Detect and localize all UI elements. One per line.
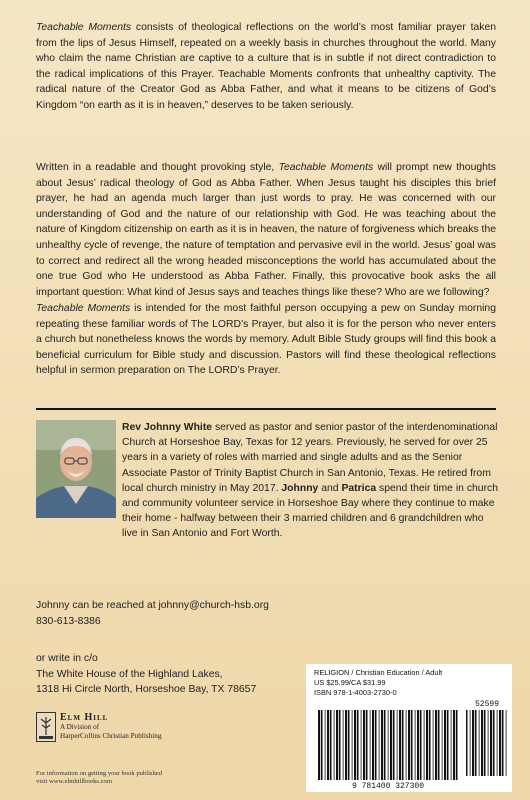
description-paragraph-3 bbox=[36, 301, 496, 379]
barcode-bar bbox=[408, 710, 410, 780]
barcode-bar bbox=[393, 710, 395, 780]
address-line-2: 1318 Hi Circle North, Horseshoe Bay, TX 78657 bbox=[36, 684, 257, 696]
barcode-bar bbox=[493, 710, 495, 776]
barcode-bar bbox=[318, 710, 320, 780]
barcode-bar bbox=[451, 710, 452, 780]
barcode-bar bbox=[372, 710, 374, 780]
barcode-bar bbox=[402, 710, 404, 780]
barcode-bar bbox=[363, 710, 365, 780]
author-name: Rev Johnny White bbox=[122, 422, 213, 433]
barcode-bar bbox=[424, 710, 425, 780]
publisher-info: For information on getting your book published visit www.elmhillbooks.com bbox=[36, 770, 163, 786]
barcode-bar bbox=[388, 710, 389, 780]
phone-number: 830-613-8386 bbox=[36, 615, 101, 627]
barcode-bar bbox=[345, 710, 347, 780]
barcode-bar bbox=[426, 710, 428, 780]
publisher-parent: HarperCollins Christian Publishing bbox=[60, 732, 162, 740]
barcode-bar bbox=[321, 710, 323, 780]
barcode-bar bbox=[348, 710, 350, 780]
paragraph-text: will prompt new thoughts about Jesus’ radical theology of God as Abba Father. When Jesus taught his disciples this brief prayer, he had an agenda much larger than just words to pray. He was concerned with our understanding of God and the nature of our relationship with God. He was teaching about the nature of Kingdom citizenship on earth as it is in heaven, the nature of forgiveness which breaks the unhealthy cycle of revenge, the nature of temptation and pervasive evil in the world. Jesus’ goal was to correct and redirect all the wrong headed misconceptions the world has accumulated about the one true God who He understood as Abba Father. Finally, this provocative book asks the all important question: What kind of Jesus says and teaches things like these? Who are we following? bbox=[36, 162, 497, 298]
barcode-bar bbox=[435, 710, 437, 780]
barcode-bar bbox=[472, 710, 474, 776]
barcode-bar bbox=[327, 710, 329, 780]
paragraph-text: is intended for the most faithful person occupying a pew on Sunday morning repeating these familiar words of The LORD’s Prayer, but also it is for the person who never enters a church but nonetheless knows the words by memory. Adult Bible Study groups will find this book a beneficial curriculum for Bible study and discussion. Pastors will find these theological reflections helpful in sermon preparation on The LORD’s Prayer. bbox=[36, 303, 496, 377]
description-paragraph-1 bbox=[36, 20, 496, 114]
barcode-bar bbox=[438, 710, 440, 780]
barcode-bar bbox=[399, 710, 401, 780]
publisher-logo bbox=[60, 712, 161, 741]
barcode-bar bbox=[502, 710, 504, 776]
barcode-bar bbox=[406, 710, 407, 780]
barcode-bar bbox=[411, 710, 413, 780]
barcode-bar bbox=[499, 710, 501, 776]
barcode-bar bbox=[433, 710, 434, 780]
barcode-bar bbox=[420, 710, 422, 780]
contact-info bbox=[36, 598, 269, 629]
paragraph-lead: Written in a readable and thought provoking style, bbox=[36, 162, 279, 173]
isbn-text: ISBN 978-1-4003-2730-0 bbox=[314, 688, 397, 697]
barcode-bar bbox=[352, 710, 353, 780]
barcode-bar bbox=[490, 710, 492, 776]
publisher-logo-icon bbox=[36, 712, 56, 742]
barcode-bar bbox=[379, 710, 380, 780]
barcode-bar bbox=[375, 710, 377, 780]
barcode-bar bbox=[330, 710, 332, 780]
section-divider bbox=[36, 408, 496, 410]
book-title: Teachable Moments bbox=[36, 22, 132, 33]
publisher-division: A Division of bbox=[60, 723, 100, 731]
barcode-bar bbox=[384, 710, 386, 780]
barcode-panel bbox=[306, 664, 512, 792]
barcode-bar bbox=[447, 710, 449, 780]
barcode-bar bbox=[417, 710, 419, 780]
author-bio: Rev Johnny White served as pastor and senior pastor of the interdenominational Church at Horseshoe Bay, Texas for 12 years. Previously, he served for over 25 years in a variety of roles with married and single adults and as the Senior Associate Pastor of Trinity Baptist Church in San Antonio, Texas. He retired from local church ministry in May 2017. Johnny and Patrica spend their time in church and community volunteer service in Horseshoe Bay where they continue to make their home - halfway between their 3 married children and 6 grandchildren who live in San Antonio and Fort Worth. bbox=[122, 422, 499, 540]
barcode-bar bbox=[390, 710, 392, 780]
barcode-bar bbox=[488, 710, 489, 776]
barcode-bar bbox=[343, 710, 344, 780]
write-line: or write in c/o bbox=[36, 653, 98, 664]
book-title: Teachable Moments bbox=[278, 162, 374, 173]
barcode-bar bbox=[381, 710, 383, 780]
barcode-bar bbox=[506, 710, 507, 776]
barcode-bar bbox=[481, 710, 483, 776]
barcode-bar bbox=[470, 710, 471, 776]
barcode-bar bbox=[397, 710, 398, 780]
barcode-bar bbox=[429, 710, 431, 780]
barcode-bar bbox=[334, 710, 335, 780]
book-category: RELIGION / Christian Education / Adult bbox=[314, 668, 443, 677]
barcode-bar bbox=[325, 710, 326, 780]
barcode-bar bbox=[444, 710, 446, 780]
description-paragraph-2 bbox=[36, 160, 496, 300]
publisher-name: Elm Hill bbox=[60, 712, 109, 723]
mailing-address bbox=[36, 651, 256, 698]
isbn-barcode bbox=[306, 664, 512, 792]
barcode-bar bbox=[475, 710, 477, 776]
barcode-bar bbox=[442, 710, 443, 780]
author-photo bbox=[36, 420, 116, 518]
barcode-bar bbox=[415, 710, 416, 780]
barcode-bar bbox=[361, 710, 362, 780]
barcode-bar bbox=[466, 710, 468, 776]
barcode-bar bbox=[484, 710, 486, 776]
barcode-bar bbox=[497, 710, 498, 776]
barcode-bar bbox=[336, 710, 338, 780]
book-title: Teachable Moments bbox=[36, 303, 131, 314]
barcode-bar bbox=[456, 710, 458, 780]
price-code-digits: 52599 bbox=[474, 700, 500, 709]
barcode-bar bbox=[453, 710, 455, 780]
barcode-bar bbox=[370, 710, 371, 780]
barcode-bar bbox=[354, 710, 356, 780]
barcode-bar bbox=[479, 710, 480, 776]
address-line-1: The White House of the Highland Lakes, bbox=[36, 668, 223, 680]
barcode-digits: 9 781400 327300 bbox=[351, 782, 425, 791]
barcode-bar bbox=[366, 710, 368, 780]
paragraph-text: consists of theological reflections on the world’s most familiar prayer taken from the lips of Jesus Himself, repeated on a weekly basis in churches throughout the world. Many who claim the name Christian are captive to a culture that is in subtle if not direct contradiction to the radical implications of this Prayer. Teachable Moments confronts that unhealthy captivity. The radical nature of the Creator God as Abba Father, and what it means to be citizens of God’s Kingdom “on earth as it is in heaven,” deserves to be taken seriously. bbox=[36, 22, 497, 111]
barcode-bar bbox=[339, 710, 341, 780]
barcode-bar bbox=[357, 710, 359, 780]
book-price: US $25.99/CA $31.99 bbox=[314, 678, 386, 687]
email-line: Johnny can be reached at johnny@church-hsb.org bbox=[36, 600, 269, 611]
